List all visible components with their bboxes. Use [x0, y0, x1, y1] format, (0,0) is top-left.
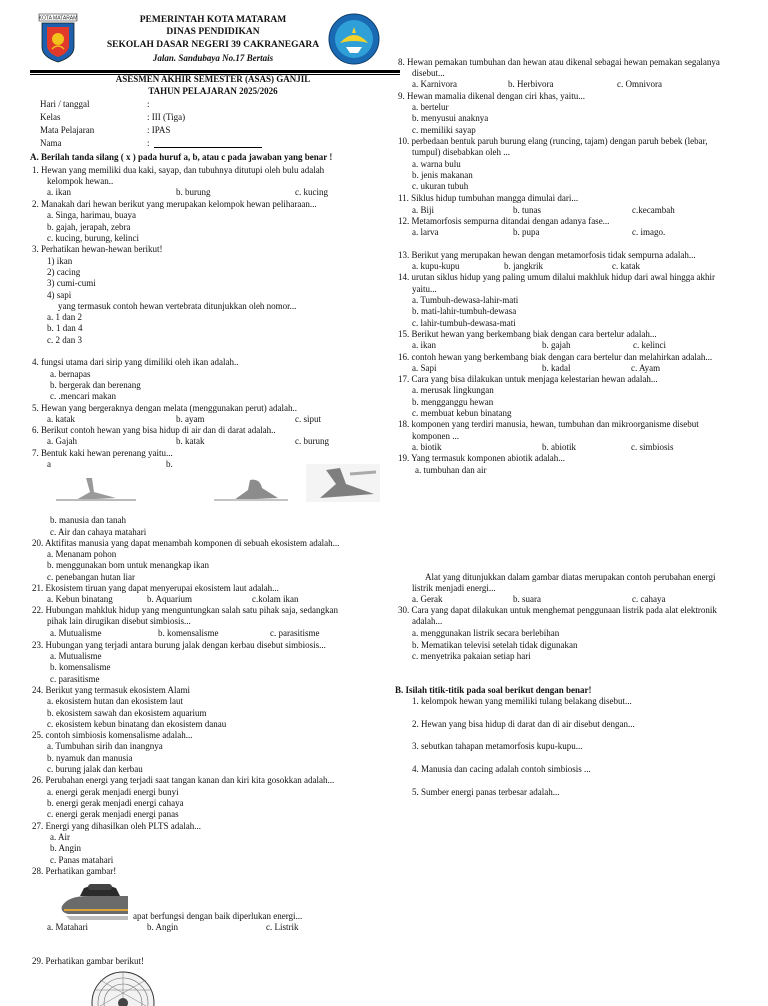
q1-option-a: a. ikan — [47, 187, 71, 197]
q24-option-b: b. ekosistem sawah dan ekosistem aquarium — [47, 708, 207, 718]
q15-option-c: c. kelinci — [633, 340, 666, 350]
q27-option-b: b. Angin — [50, 843, 82, 853]
question-1: 1. Hewan yang memiliki dua kaki, sayap, dan tubuhnya ditutupi oleh bulu adalah — [32, 165, 325, 175]
question-22: 22. Hubungan mahkluk hidup yang menguntungkan salah satu pihak saja, sedangkan — [32, 605, 338, 615]
q4-option-b: b. bergerak dan berenang — [50, 380, 141, 390]
question-18: 18. komponen yang terdiri manusia, hewan, tumbuhan dan mikroorganisme disebut — [398, 419, 699, 429]
field-label-date: Hari / tanggal — [40, 99, 90, 109]
q14-option-a: a. Tumbuh-dewasa-lahir-mati — [412, 295, 519, 305]
question-30-cont: adalah... — [412, 616, 443, 626]
frog-foot-image — [204, 476, 288, 502]
q1-option-c: c. kucing — [295, 187, 328, 197]
question-26: 26. Perubahan energi yang terjadi saat tangan kanan dan kiri kita gosokkan adalah... — [32, 775, 335, 785]
q15-option-b: b. gajah — [542, 340, 571, 350]
question-19: 19. Yang termasuk komponen abiotik adalah... — [398, 453, 565, 463]
q24-option-c: c. ekosistem kebun binatang dan ekosistem danau — [47, 719, 227, 729]
essay-question-2: 2. Hewan yang bisa hidup di darat dan di air disebut dengan... — [412, 719, 635, 729]
question-5: 5. Hewan yang bergeraknya dengan melata (menggunakan perut) adalah.. — [32, 403, 297, 413]
q13-option-b: b. jangkrik — [504, 261, 543, 271]
question-30: 30. Cara yang dapat dilakukan untuk menghemat penggunaan listrik pada alat elektronik — [398, 605, 717, 615]
q20-option-b: b. menggunakan bom untuk menangkap ikan — [47, 560, 209, 570]
question-29: 29. Perhatikan gambar berikut! — [32, 956, 144, 966]
q24-option-a: a. ekosistem hutan dan ekosistem laut — [47, 696, 183, 706]
q3-option-c: c. 2 dan 3 — [47, 335, 82, 345]
q2-option-c: c. kucing, burung, kelinci — [47, 233, 139, 243]
q14-option-b: b. mati-lahir-tumbuh-dewasa — [412, 306, 517, 316]
q6-option-b: b. katak — [176, 436, 205, 446]
q10-option-a: a. warna bulu — [412, 159, 461, 169]
q23-option-a: a. Mutualisme — [50, 651, 102, 661]
q12-option-c: c. imago. — [632, 227, 666, 237]
question-24: 24. Berikut yang termasuk ekosistem Alami — [32, 685, 190, 695]
essay-question-4: 4. Manusia dan cacing adalah contoh simbiosis ... — [412, 764, 591, 774]
q8-option-a: a. Karnivora — [412, 79, 457, 89]
question-14: 14. urutan siklus hidup yang paling umum dilalui makhluk hidup dari awal hingga akhir — [398, 272, 715, 282]
q20-option-a: a. Menanam pohon — [47, 549, 117, 559]
q14-option-c: c. lahir-tumbuh-dewasa-mati — [412, 318, 516, 328]
exam-year: TAHUN PELAJARAN 2025/2026 — [148, 86, 278, 96]
question-10-cont: tumpul) disebabkan oleh ... — [412, 147, 510, 157]
section-a-heading: A. Berilah tanda silang ( x ) pada huruf a, b, atau c pada jawaban yang benar ! — [30, 152, 333, 162]
question-8-cont: disebut... — [412, 68, 445, 78]
question-11: 11. Siklus hidup tumbuhan mangga dimulai dari... — [398, 193, 579, 203]
kota-mataram-emblem — [38, 13, 78, 63]
q6-option-c: c. burung — [295, 436, 329, 446]
q5-option-a: a. katak — [47, 414, 75, 424]
q18-option-a: a. biotik — [412, 442, 442, 452]
question-2: 2. Manakah dari hewan berikut yang merupakan kelompok hewan peliharaan... — [32, 199, 317, 209]
q28-option-a: a. Matahari — [47, 922, 88, 932]
q4-option-a: a. bernapas — [50, 369, 91, 379]
q3-item-4: 4) sapi — [47, 290, 72, 300]
q23-option-b: b. komensalisme — [50, 662, 111, 672]
dept-name: DINAS PENDIDIKAN — [166, 27, 260, 37]
essay-question-1: 1. kelompok hewan yang memiliki tulang belakang disebut... — [412, 696, 632, 706]
gov-name: PEMERINTAH KOTA MATARAM — [139, 15, 287, 25]
q13-option-c: c. katak — [612, 261, 640, 271]
q27-option-c: c. Panas matahari — [50, 855, 114, 865]
question-10: 10. perbedaan bentuk paruh burung elang (runcing, tajam) dengan paruh bebek (lebar, — [398, 136, 708, 146]
question-3: 3. Perhatikan hewan-hewan berikut! — [32, 244, 163, 254]
q21-option-b: b. Aquarium — [147, 594, 192, 604]
q25-option-b: b. nyamuk dan manusia — [47, 753, 133, 763]
header-rule-thick — [30, 70, 400, 73]
q2-option-a: a. Singa, harimau, buaya — [47, 210, 136, 220]
q16-option-b: b. kadal — [542, 363, 571, 373]
q23-option-c: c. parasitisme — [50, 674, 100, 684]
question-16: 16. contoh hewan yang berkembang biak dengan cara bertelur dan melahirkan adalah... — [398, 352, 713, 362]
q7-option-b: b. — [166, 459, 173, 469]
q25-option-c: c. burung jalak dan kerbau — [47, 764, 143, 774]
q12-option-b: b. pupa — [513, 227, 540, 237]
question-18-cont: komponen ... — [412, 431, 459, 441]
electric-fan-image — [90, 970, 156, 1006]
q3-prompt: yang termasuk contoh hewan vertebrata ditunjukkan oleh nomor... — [58, 301, 297, 311]
webbed-foot-image — [306, 464, 380, 502]
question-27: 27. Energi yang dihasilkan oleh PLTS adalah... — [32, 821, 201, 831]
q9-option-a: a. bertelur — [412, 102, 449, 112]
q19-option-a: a. tumbuhan dan air — [415, 465, 487, 475]
q11-option-a: a. Biji — [412, 205, 434, 215]
q29-option-b: b. suara — [513, 594, 541, 604]
q7-option-a: a — [47, 459, 51, 469]
q29-option-a: a. Gerak — [412, 594, 443, 604]
question-22-cont: pihak lain dirugikan disebut simbiosis... — [47, 616, 191, 626]
q16-option-c: c. Ayam — [631, 363, 661, 373]
electric-iron-image — [58, 880, 132, 928]
field-label-name: Nama — [40, 138, 62, 148]
q18-option-b: b. abiotik — [542, 442, 576, 452]
q10-option-c: c. ukuran tubuh — [412, 181, 469, 191]
q12-option-a: a. larva — [412, 227, 439, 237]
emblem-caption: KOTA MATARAM — [38, 15, 78, 22]
q29-prompt-cont: listrik menjadi energi... — [412, 583, 496, 593]
q2-option-b: b. gajah, jerapah, zebra — [47, 222, 131, 232]
tut-wuri-handayani-logo — [328, 13, 380, 65]
q26-option-a: a. energi gerak menjadi energi bunyi — [47, 787, 179, 797]
question-7: 7. Bentuk kaki hewan perenang yaitu... — [32, 448, 173, 458]
q18-option-c: c. simbiosis — [631, 442, 674, 452]
question-6: 6. Berikut contoh hewan yang bisa hidup di air dan di darat adalah.. — [32, 425, 276, 435]
q26-option-c: c. energi gerak menjadi energi panas — [47, 809, 179, 819]
q29-prompt: Alat yang ditunjukkan dalam gambar diatas merupakan contoh perubahan energi — [425, 572, 716, 582]
q29-option-c: c. cahaya — [632, 594, 666, 604]
question-15: 15. Berikut hewan yang berkembang biak dengan cara bertelur adalah... — [398, 329, 657, 339]
field-value-class: : III (Tiga) — [147, 112, 186, 122]
question-23: 23. Hubungan yang terjadi antara burung jalak dengan kerbau disebut simbiosis... — [32, 640, 326, 650]
q3-item-2: 2) cacing — [47, 267, 81, 277]
q19-option-c: c. Air dan cahaya matahari — [50, 527, 147, 537]
field-label-subject: Mata Pelajaran — [40, 125, 95, 135]
field-value-name: : — [147, 138, 150, 148]
q3-option-b: b. 1 dan 4 — [47, 323, 83, 333]
q8-option-b: b. Herbivora — [508, 79, 554, 89]
question-17: 17. Cara yang bisa dilakukan untuk menjaga kelestarian hewan adalah... — [398, 374, 658, 384]
q3-item-1: 1) ikan — [47, 256, 73, 266]
school-address: Jalan. Sandubaya No.17 Bertais — [152, 53, 274, 63]
q28-option-b: b. Angin — [147, 922, 179, 932]
question-9: 9. Hewan mamalia dikenal dengan ciri khas, yaitu... — [398, 91, 585, 101]
q11-option-b: b. tunas — [513, 205, 541, 215]
q15-option-a: a. ikan — [412, 340, 436, 350]
q25-option-a: a. Tumbuhan sirih dan inangnya — [47, 741, 163, 751]
q3-option-a: a. 1 dan 2 — [47, 312, 82, 322]
q30-option-c: c. menyetrika pakaian setiap hari — [412, 651, 531, 661]
name-blank-line — [154, 147, 262, 148]
q30-option-a: a. menggunakan listrik secara berlebihan — [412, 628, 560, 638]
question-12: 12. Metamorfosis sempurna ditandai dengan adanya fase... — [398, 216, 610, 226]
q4-option-c: c. .mencari makan — [50, 391, 116, 401]
q17-option-c: c. membuat kebun binatang — [412, 408, 512, 418]
question-21: 21. Ekosistem tiruan yang dapat menyerupai ekosistem laut adalah... — [32, 583, 279, 593]
q9-option-b: b. menyusui anaknya — [412, 113, 489, 123]
field-label-class: Kelas — [40, 112, 61, 122]
question-8: 8. Hewan pemakan tumbuhan dan hewan atau dikenal sebagai hewan pemakan segalanya — [398, 57, 720, 67]
duck-foot-image — [56, 476, 136, 502]
question-28: 28. Perhatikan gambar! — [32, 866, 117, 876]
q21-option-a: a. Kebun binatang — [47, 594, 113, 604]
q11-option-c: c.kecambah — [632, 205, 675, 215]
exam-title: ASESMEN AKHIR SEMESTER (ASAS) GANJIL — [115, 74, 311, 84]
q26-option-b: b. energi gerak menjadi energi cahaya — [47, 798, 184, 808]
q22-option-b: b. komensalisme — [158, 628, 219, 638]
question-1-cont: kelompok hewan.. — [47, 176, 114, 186]
essay-question-3: 3. sebutkan tahapan metamorfosis kupu-kupu... — [412, 741, 583, 751]
q8-option-c: c. Omnivora — [617, 79, 662, 89]
school-name: SEKOLAH DASAR NEGERI 39 CAKRANEGARA — [106, 40, 320, 50]
question-25: 25. contoh simbiosis komensalisme adalah... — [32, 730, 193, 740]
section-b-heading: B. Isilah titik-titik pada soal berikut dengan benar! — [395, 685, 592, 695]
q19-option-b: b. manusia dan tanah — [50, 515, 126, 525]
q1-option-b: b. burung — [176, 187, 211, 197]
q16-option-a: a. Sapi — [412, 363, 437, 373]
question-13: 13. Berikut yang merupakan hewan dengan metamorfosis tidak sempurna adalah... — [398, 250, 696, 260]
question-4: 4. fungsi utama dari sirip yang dimiliki oleh ikan adalah.. — [32, 357, 239, 367]
q17-option-b: b. mengganggu hewan — [412, 397, 494, 407]
q13-option-a: a. kupu-kupu — [412, 261, 460, 271]
q10-option-b: b. jenis makanan — [412, 170, 473, 180]
q21-option-c: c.kolam ikan — [252, 594, 299, 604]
q27-option-a: a. Air — [50, 832, 70, 842]
q9-option-c: c. memiliki sayap — [412, 125, 476, 135]
question-14-cont: yaitu... — [412, 284, 437, 294]
field-value-date: : — [147, 99, 150, 109]
q5-option-b: b. ayam — [176, 414, 205, 424]
q20-option-c: c. penebangan hutan liar — [47, 572, 135, 582]
q22-option-a: a. Mutualisme — [50, 628, 102, 638]
field-value-subject: : IPAS — [147, 125, 171, 135]
q28-option-c: c. Listrik — [266, 922, 299, 932]
q17-option-a: a. merusak lingkungan — [412, 385, 494, 395]
q22-option-c: c. parasitisme — [270, 628, 320, 638]
q3-item-3: 3) cumi-cumi — [47, 278, 96, 288]
q5-option-c: c. siput — [295, 414, 321, 424]
q30-option-b: b. Mematikan televisi setelah tidak digunakan — [412, 640, 578, 650]
essay-question-5: 5. Sumber energi panas terbesar adalah... — [412, 787, 560, 797]
q28-prompt: apat berfungsi dengan baik diperlukan energi... — [133, 911, 303, 921]
question-20: 20. Aktifitas manusia yang dapat menambah komponen di sebuah ekosistem adalah... — [32, 538, 340, 548]
q6-option-a: a. Gajah — [47, 436, 77, 446]
